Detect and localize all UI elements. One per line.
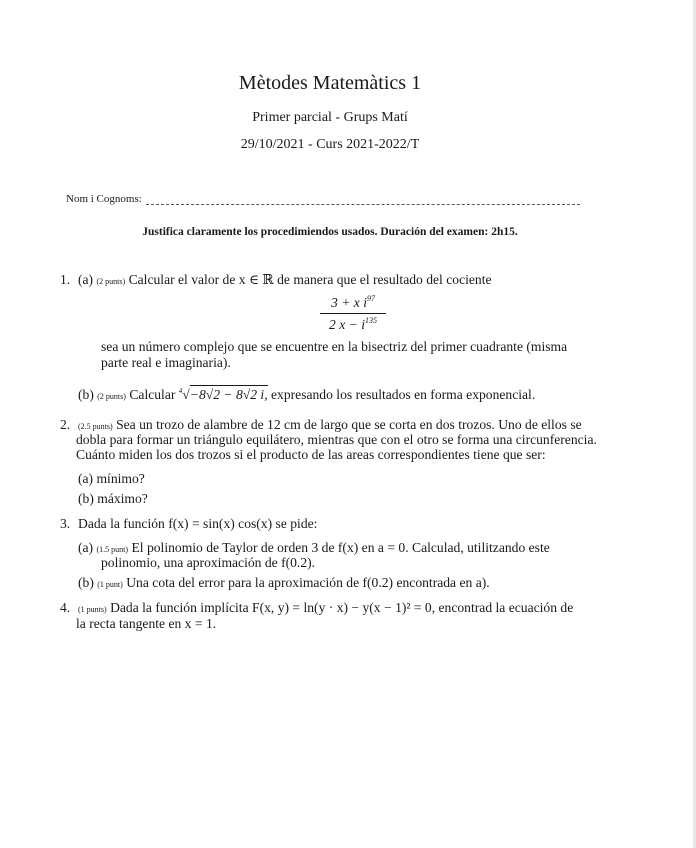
problem-2-line3: Cuánto miden los dos trozos si el producto de las areas correspondientes tiene que ser: xyxy=(76,447,546,462)
problem-1a-text2-line2: parte real e imaginaria). xyxy=(101,355,231,370)
problem-3-number: 3. xyxy=(60,516,71,531)
problem-2-line1: (2.5 punts) Sea un trozo de alambre de 12 cm de largo que se corta en dos trozos. Uno de ellos se xyxy=(78,417,582,432)
exam-subtitle: Primer parcial - Grups Matí xyxy=(252,110,408,125)
problem-2-number: 2. xyxy=(60,417,71,432)
fourth-root: $^4$√−8√2 − 8√2 i, xyxy=(178,387,268,402)
problem-2-line2: dobla para formar un triángulo equilátero, mientras que con el otro se forma una circunferencia. xyxy=(76,432,597,447)
problem-1a-text: Calcular el valor de x ∈ ℝ de manera que el resultado del cociente xyxy=(128,272,492,287)
problem-1b-line xyxy=(78,383,535,405)
fraction-numerator: 3 + x $i^{97}$ xyxy=(331,294,375,310)
problem-4-number: 4. xyxy=(60,600,71,615)
name-label: Nom i Cognoms: xyxy=(66,193,142,205)
problem-3a-points: (1.5 punt) xyxy=(96,545,129,554)
problem-1b-calc: Calcular xyxy=(129,387,176,402)
fraction-denominator: 2 $x - i^{135}$ xyxy=(329,316,377,332)
problem-1a-fraction xyxy=(318,294,388,333)
problem-2b: (b) máximo? xyxy=(78,491,148,506)
name-line[interactable] xyxy=(146,195,580,205)
problem-4-line2: la recta tangente en x = 1. xyxy=(76,616,217,631)
problem-3a-line1: (a) (1.5 punt) El polinomio de Taylor de orden 3 de f(x) en a = 0. Calculad, utilitzando este xyxy=(78,540,550,555)
problem-1a-label: (a) xyxy=(78,272,94,287)
problem-2-points: (2.5 punts) xyxy=(78,422,113,431)
problem-3b-points: (1 punt) xyxy=(97,580,123,589)
problem-1b-text: expresando los resultados en forma exponencial. xyxy=(271,387,536,402)
problem-4-line1: (1 punts) Dada la función implícita F(x, y) = ln(y · x) − y(x − 1)² = 0, encontrad la ecuación de xyxy=(78,600,574,615)
exam-title: Mètodes Matemàtics 1 xyxy=(238,72,422,94)
problem-2a: (a) mínimo? xyxy=(78,471,145,486)
problem-3-intro: Dada la función f(x) = sin(x) cos(x) se pide: xyxy=(78,516,318,531)
name-field[interactable] xyxy=(66,193,580,205)
problem-1b-label: (b) xyxy=(78,387,94,402)
problem-1a-points: (2 punts) xyxy=(96,277,126,286)
instructions: Justifica claramente los procedimiendos usados. Duración del examen: 2h15. xyxy=(142,226,518,238)
problem-1-number: 1. xyxy=(60,272,71,287)
problem-1a-text2-line1: sea un número complejo que se encuentre en la bisectriz del primer cuadrante (misma xyxy=(101,339,568,354)
problem-4-points: (1 punts) xyxy=(78,605,107,614)
problem-1b-points: (2 punts) xyxy=(97,392,126,401)
problem-3b-line: (b) (1 punt) Una cota del error para la aproximación de f(0.2) encontrada en a). xyxy=(78,575,490,590)
problem-3a-line2: polinomio, una aproximación de f(0.2). xyxy=(101,555,316,570)
exam-date-course: 29/10/2021 - Curs 2021-2022/T xyxy=(240,137,420,152)
problem-1a-line xyxy=(78,272,492,290)
